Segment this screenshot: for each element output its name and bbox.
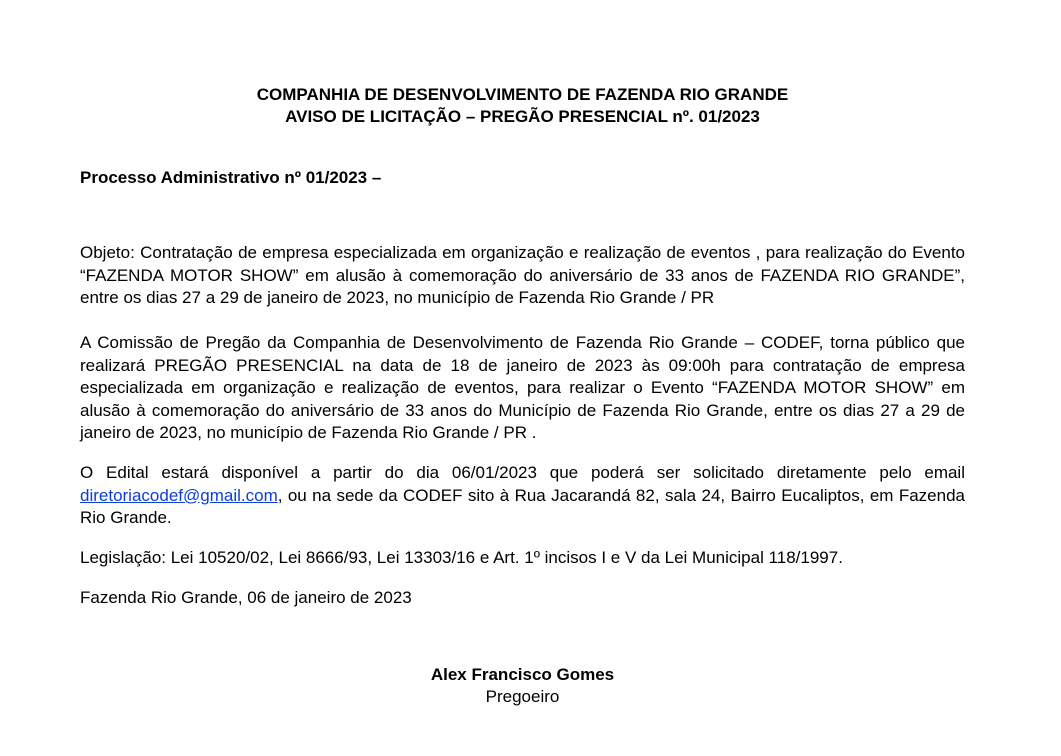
objeto-paragraph: Objeto: Contratação de empresa especializada em organização e realização de eventos , para realização do Evento “FAZENDA MOTOR SHOW” em alusão à comemoração do aniversário de 33 anos de FAZENDA RIO GRANDE”, entre os dias 27 a 29 de janeiro de 2023, no município de Fazenda Rio Grande / PR xyxy=(80,243,965,307)
legislacao-paragraph: Legislação: Lei 10520/02, Lei 8666/93, Lei 13303/16 e Art. 1º incisos I e V da Lei Municipal 118/1997. xyxy=(80,548,843,567)
signatory-role: Pregoeiro xyxy=(485,687,560,706)
notice-title: AVISO DE LICITAÇÃO – PREGÃO PRESENCIAL nº. 01/2023 xyxy=(285,107,760,126)
company-name: COMPANHIA DE DESENVOLVIMENTO DE FAZENDA RIO GRANDE xyxy=(256,85,789,104)
signatory-name: Alex Francisco Gomes xyxy=(430,665,615,684)
email-link[interactable]: diretoriacodef@gmail.com xyxy=(80,485,278,505)
process-title: Processo Administrativo nº 01/2023 – xyxy=(80,168,382,187)
edital-text-after: , ou na sede da CODEF sito à Rua Jacarandá 82, sala 24, Bairro Eucaliptos, em Fazenda Rio Grande. xyxy=(80,485,965,527)
edital-paragraph xyxy=(80,462,965,530)
date-line: Fazenda Rio Grande, 06 de janeiro de 2023 xyxy=(80,588,412,607)
signature-block xyxy=(80,664,965,708)
document-header xyxy=(80,84,965,128)
document-page xyxy=(80,0,965,756)
edital-text-before: O Edital estará disponível a partir do dia 06/01/2023 que poderá ser solicitado diretamente pelo email xyxy=(80,463,965,482)
comissao-paragraph: A Comissão de Pregão da Companhia de Desenvolvimento de Fazenda Rio Grande – CODEF, torna público que realizará PREGÃO PRESENCIAL na data de 18 de janeiro de 2023 às 09:00h para contratação de empresa especializada em organização e realização de eventos, para realizar o Evento “FAZENDA MOTOR SHOW” em alusão à comemoração do aniversário de 33 anos do Município de Fazenda Rio Grande, entre os dias 27 a 29 de janeiro de 2023, no município de Fazenda Rio Grande / PR . xyxy=(80,333,965,442)
